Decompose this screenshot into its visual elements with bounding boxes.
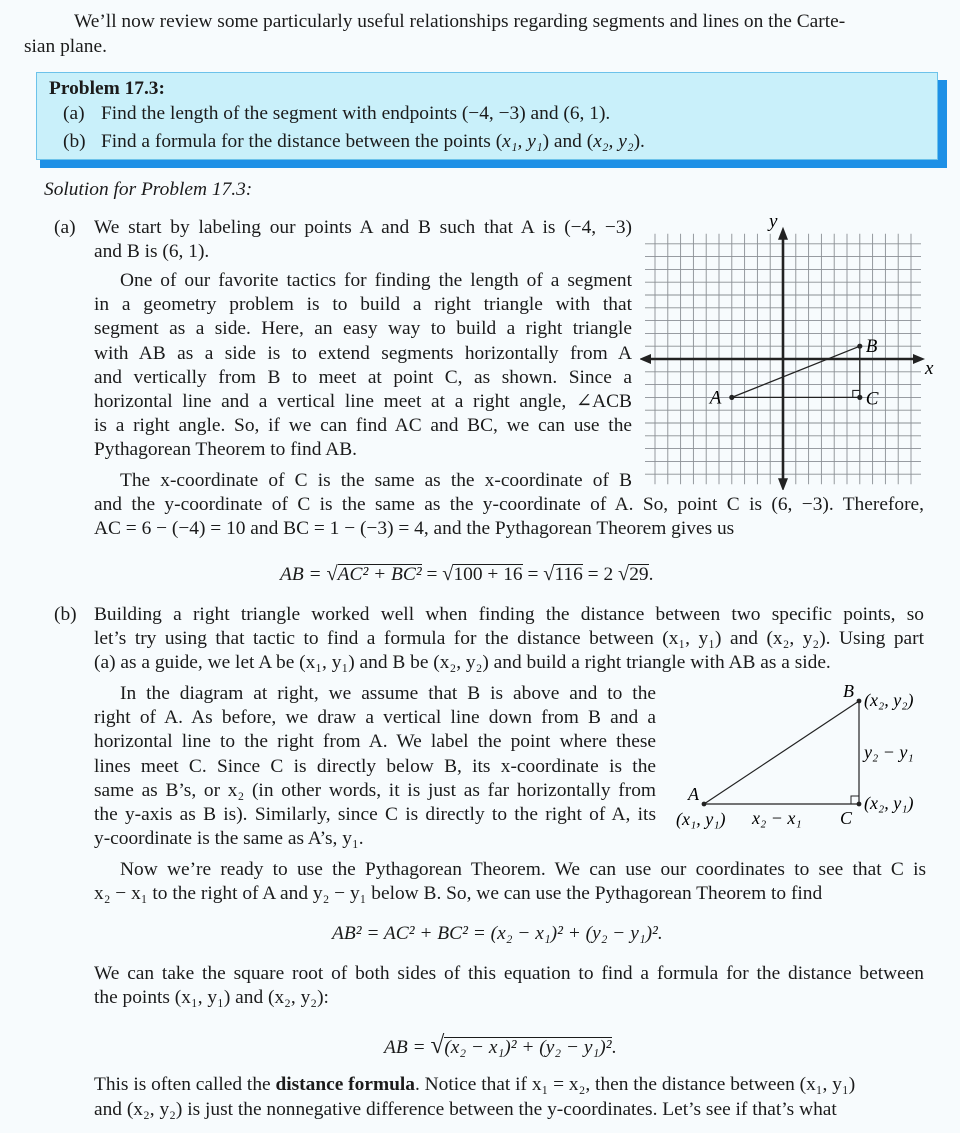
radicand: AC² + BC² [337, 564, 422, 585]
text-line: is a right angle. So, if we can find AC and BC, we can use the [94, 415, 632, 437]
point-label-B: B [843, 681, 854, 701]
problem-item-label: (b) [63, 131, 86, 152]
text-line: segment as a side. Here, an easy way to build a right triangle [94, 318, 632, 340]
point-label-B: B [865, 336, 878, 358]
sqrt-sign: √ [618, 563, 630, 585]
text: . Notice that if x₁ = x₂, then the distance between (x₁, y₁) [414, 1074, 856, 1095]
text-line: (a) as a guide, we let A be (x₁, y₁) and B be (x₂, y₂) and build a right triangle with AB as a side. [94, 652, 831, 674]
part-b-paragraph-5-line-2: and (x₂, y₂) is just the nonnegative difference between the y-coordinates. Let’s see if that’s what [94, 1099, 837, 1120]
text-line: let’s try using that tactic to find a formula for the distance between (x₁, y₁) and (x₂, y₂). Using part [94, 628, 924, 650]
text-line: horizontal line and a vertical line meet at a right angle, ∠ACB [94, 391, 632, 412]
point-A [702, 802, 707, 807]
text-line: We can take the square root of both sides of this equation to find a formula for the distance between [94, 963, 924, 984]
text-line: AC = 6 − (−4) = 10 and BC = 1 − (−3) = 4, and the Pythagorean Theorem gives us [94, 518, 735, 540]
text-line: The x-coordinate of C is the same as the x-coordinate of B [120, 470, 632, 491]
point-B [857, 344, 862, 349]
horizontal-leg-label: x₂ − x₁ [752, 808, 802, 828]
x-axis-arrow-left [640, 354, 651, 364]
segment-AB [704, 701, 859, 804]
part-b-label: (b) [54, 604, 77, 625]
text-line: y-coordinate is the same as A’s, y₁. [94, 828, 364, 850]
text-line: Building a right triangle worked well when finding the distance between two specific points, so [94, 604, 924, 625]
sqrt-sign: √ [543, 563, 555, 585]
text-line: lines meet C. Since C is directly below B, its x-coordinate is the [94, 755, 656, 777]
point-label-C: C [840, 808, 853, 828]
point-label-C: C [865, 388, 879, 410]
point-label-A: A [688, 784, 699, 804]
equation-ab [280, 562, 653, 587]
sqrt-sign: √ [430, 1032, 445, 1059]
text: This is often called the [94, 1074, 276, 1095]
text-line: the points (x₁, y₁) and (x₂, y₂): [94, 987, 329, 1009]
text-line: Pythagorean Theorem to find AB. [94, 439, 357, 461]
y-axis-label: y [769, 210, 778, 232]
y-axis-arrow-up [778, 227, 788, 240]
text-line: in a geometry problem is to build a right triangle with that [94, 294, 632, 316]
radicand: 116 [554, 564, 583, 585]
part-a-line: and B is (6, 1). [94, 241, 210, 262]
point-label-A: A [709, 387, 722, 409]
eq-sign: = [527, 564, 539, 585]
problem-item-text: Find a formula for the distance between the points ( [101, 131, 503, 152]
text-line: the y-axis as B is). Similarly, since C is directly to the right of A, its [94, 804, 656, 825]
equation-distance-formula [384, 1034, 616, 1060]
intro-line-2: sian plane. [24, 36, 107, 57]
y-axis-arrow-down [778, 478, 788, 490]
eq-lhs: AB = [384, 1037, 426, 1058]
text-line: One of our favorite tactics for finding the length of a segment [120, 270, 632, 291]
problem-box [36, 72, 938, 160]
radicand: 100 + 16 [453, 564, 523, 585]
part-b-paragraph-5-line-1 [94, 1073, 855, 1097]
radicand: 29 [629, 564, 649, 585]
text-line: right of A. As before, we draw a vertical line down from B and a [94, 707, 656, 729]
point-C [857, 802, 862, 807]
eq-lhs: AB = [280, 564, 322, 585]
sqrt-sign: √ [326, 563, 338, 585]
solution-title: Solution for Problem 17.3: [44, 179, 253, 200]
text-line: Now we’re ready to use the Pythagorean Theorem. We can use our coordinates to see that C is [120, 859, 926, 880]
coordinate-grid-figure [640, 200, 940, 490]
text-line: horizontal line to the right from A. We label the point where these [94, 731, 656, 753]
sqrt-sign: √ [442, 563, 454, 585]
text-line: In the diagram at right, we assume that B is above and to the [120, 683, 656, 704]
problem-title: Problem 17.3: [49, 78, 165, 99]
eq-sign: = 2 [587, 564, 614, 585]
x-axis-arrow-right [913, 354, 925, 364]
text-line: and vertically from B to meet at point C, as shown. Since a [94, 366, 632, 388]
part-a-label: (a) [54, 217, 76, 238]
problem-item-text: ). [633, 131, 645, 152]
text-line: same as B’s, or x₂ (in other words, it is just as far horizontally from [94, 779, 656, 801]
point-C [857, 395, 862, 400]
coord-label-A: (x₁, y₁) [676, 809, 726, 829]
coord-label-B: (x₂, y₂) [864, 690, 914, 710]
equation-ab-squared: AB² = AC² + BC² = (x₂ − x₁)² + (y₂ − y₁)². [332, 923, 663, 944]
point-B [857, 699, 862, 704]
radicand: (x₂ − x₁)² + (y₂ − y₁)² [444, 1037, 612, 1058]
triangle-figure [660, 675, 960, 835]
distance-formula-term: distance formula [275, 1074, 415, 1095]
point-A [729, 395, 734, 400]
problem-item-b [63, 130, 645, 154]
vertical-leg-label: y₂ − y₁ [864, 742, 914, 762]
part-a-line: We start by labeling our points A and B such that A is (−4, −3) [94, 217, 632, 238]
text-line: and the y-coordinate of C is the same as the y-coordinate of A. So, point C is (6, −3). Therefore, [94, 494, 924, 516]
problem-item-text: ) and ( [542, 131, 594, 152]
eq-sign: = [426, 564, 438, 585]
problem-item-text: Find the length of the segment with endpoints (−4, −3) and (6, 1). [101, 103, 611, 124]
x-axis-label: x [925, 358, 934, 379]
eq-end: . [648, 564, 654, 585]
point-2: x₂, y₂ [593, 131, 634, 152]
coord-label-C: (x₂, y₁) [864, 793, 914, 813]
text-line: with AB as a side is to extend segments horizontally from A [94, 342, 632, 364]
problem-item-label: (a) [63, 103, 85, 124]
eq-end: . [611, 1037, 617, 1058]
point-1: x₁, y₁ [502, 131, 543, 152]
intro-line-1: We’ll now review some particularly useful relationships regarding segments and lines on the Carte- [74, 11, 846, 32]
text-line: x₂ − x₁ to the right of A and y₂ − y₁ below B. So, we can use the Pythagorean Theorem to find [94, 883, 823, 905]
problem-item-a [63, 102, 610, 126]
